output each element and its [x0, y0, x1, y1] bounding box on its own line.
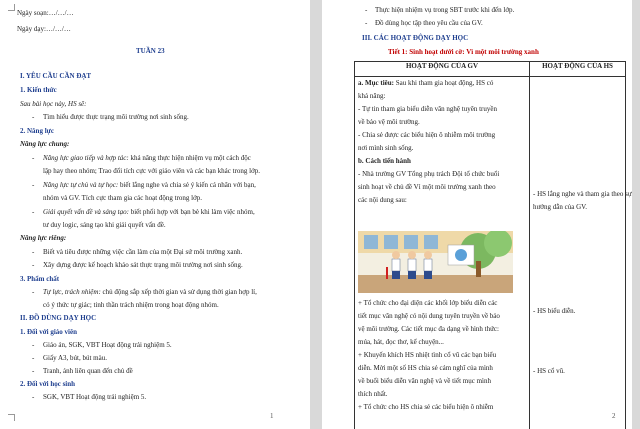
quality-item-continued: có ý thức tự giác; tinh thần trách nhiệm trong hoạt động nhóm. [43, 301, 219, 309]
objective-item: - Chia sẻ được các biểu hiện ô nhiễm môi trường [358, 131, 496, 139]
page-number: 1 [270, 412, 274, 420]
bullet-dash: - [32, 367, 35, 375]
competence-text: biết phối hợp với bạn bè khi làm việc nhóm, [128, 208, 255, 216]
competence-item-continued: tư duy logic, sáng tạo khi giải quyết vấn đề. [43, 221, 166, 229]
heading-teacher-materials: 1. Đối với giáo viên [20, 328, 77, 336]
competence-label: Năng lực giao tiếp và hợp tác: [43, 154, 129, 162]
competence-item-continued: lập hay theo nhóm; Trao đổi tích cực với giáo viên và các bạn khác trong lớp. [43, 167, 261, 175]
heading-qualities: 3. Phẩm chất [20, 275, 60, 283]
bullet-dash: - [32, 154, 35, 162]
procedure-line: múa, hát, đọc thơ, kể chuyện... [358, 338, 444, 346]
bullet-dash: - [32, 354, 35, 362]
procedure-line: các nội dung sau: [358, 196, 407, 204]
teacher-material-item: Tranh, ảnh liên quan đến chủ đề [43, 367, 133, 375]
quality-text: chủ động sắp xếp thời gian và sử dụng thời gian hợp lí, [100, 288, 257, 296]
heading-competence: 2. Năng lực [20, 127, 54, 135]
section-heading-materials: II. ĐỒ DÙNG DẠY HỌC [20, 314, 97, 322]
competence-item-communication [43, 154, 251, 162]
competence-label: Giải quyết vấn đề và sáng tạo: [43, 208, 129, 216]
page-number: 2 [612, 412, 616, 420]
bullet-dash: - [365, 6, 368, 14]
table-header-row [355, 62, 626, 77]
procedure-line: vệ môi trường. Các tiết mục đa dạng về hình thức: [358, 325, 499, 333]
objective-item-continued: nơi mình sinh sống. [358, 144, 414, 152]
knowledge-intro: Sau bài học này, HS sẽ: [20, 100, 87, 108]
competence-text: biết lắng nghe và chia sẻ ý kiến cá nhân với bạn, [118, 181, 256, 189]
objective-label: a. Mục tiêu: [358, 79, 394, 87]
student-material-item: SGK, VBT Hoạt động trải nghiệm 5. [43, 393, 147, 401]
competence-item-problem-solving [43, 208, 255, 216]
activities-table [354, 61, 632, 429]
student-activity-line: - HS cổ vũ. [533, 367, 565, 375]
teacher-activity-cell [355, 77, 530, 429]
section-heading-activities: III. CÁC HOẠT ĐỘNG DẠY HỌC [362, 34, 469, 42]
teacher-material-item: Giấy A3, bút, bút màu. [43, 354, 107, 362]
objective-item: - Tự tin tham gia biểu diễn văn nghệ tuyên truyền [358, 105, 497, 113]
student-activity-cell [530, 77, 632, 429]
knowledge-item: Tìm hiểu được thực trạng môi trường nơi sinh sống. [43, 113, 189, 121]
bullet-dash: - [365, 19, 368, 27]
procedure-line: + Tổ chức cho đại diện các khối lớp biểu diễn các [358, 299, 498, 307]
teacher-material-item: Giáo án, SGK, VBT Hoạt động trải nghiệm 5. [43, 341, 172, 349]
date-prepared: Ngày soạn:…/…/… [17, 9, 74, 17]
table-header-teacher: HOẠT ĐỘNG CỦA GV [355, 62, 530, 77]
document-page-1 [0, 0, 310, 429]
school-activity-illustration [358, 231, 513, 293]
lesson-title: Tiết 1: Sinh hoạt dưới cờ: Vì một môi trường xanh [388, 48, 539, 56]
bullet-dash: - [32, 288, 35, 296]
procedure-line: + Khuyến khích HS nhiệt tình cổ vũ các bạn biểu [358, 351, 497, 359]
procedure-line: + Tổ chức cho HS chia sẻ các biểu hiện ô nhiễm [358, 403, 494, 411]
procedure-line: tiết mục văn nghệ có nội dung tuyên truyền về bảo [358, 312, 500, 320]
objective-text: Sau khi tham gia hoạt động, HS có [393, 79, 494, 87]
student-activity-line: hướng dẫn của GV. [533, 203, 588, 211]
specific-competence-label: Năng lực riêng: [20, 234, 67, 242]
bullet-dash: - [32, 393, 35, 401]
bullet-dash: - [32, 341, 35, 349]
objective-line [358, 79, 493, 87]
date-taught: Ngày dạy:…/…/… [17, 25, 71, 33]
bullet-dash: - [32, 248, 35, 256]
bullet-dash: - [32, 208, 35, 216]
quality-label: Tự lực, trách nhiệm: [43, 288, 101, 296]
procedure-heading: b. Cách tiến hành [358, 157, 411, 165]
student-activity-line: - HS lắng nghe và tham gia theo sự [533, 190, 632, 198]
specific-competence-item: Xây dựng được kế hoạch khảo sát thực trạng môi trường nơi sinh sống. [43, 261, 243, 269]
quality-item [43, 288, 257, 296]
document-page-2 [322, 0, 632, 429]
student-prep-item: Đồ dùng học tập theo yêu cầu của GV. [375, 19, 483, 27]
table-header-student: HOẠT ĐỘNG CỦA HS [530, 62, 626, 77]
week-title: TUẦN 23 [136, 47, 165, 55]
objective-continued: khả năng: [358, 92, 386, 100]
student-prep-item: Thực hiện nhiệm vụ trong SBT trước khi đến lớp. [375, 6, 515, 14]
margin-corner-mark [8, 4, 15, 11]
heading-knowledge: 1. Kiến thức [20, 86, 57, 94]
competence-item-continued: nhóm và GV. Tích cực tham gia các hoạt động trong lớp. [43, 194, 203, 202]
procedure-line: - Nhà trường GV Tổng phụ trách Đội tổ chức buổi [358, 170, 500, 178]
student-activity-line: - HS biểu diễn. [533, 307, 576, 315]
illustration-svg [358, 231, 513, 293]
table-row [355, 77, 626, 429]
general-competence-label: Năng lực chung: [20, 140, 70, 148]
section-heading-requirements: I. YÊU CẦU CẦN ĐẠT [20, 72, 92, 80]
specific-competence-item: Biết và tiêu được những việc cần làm của một Đại sứ môi trường xanh. [43, 248, 243, 256]
competence-text: khả năng thực hiện nhiệm vụ một cách độc [128, 154, 251, 162]
procedure-line: sinh hoạt về chủ đề Vì một môi trường xanh theo [358, 183, 496, 191]
bullet-dash: - [32, 181, 35, 189]
bullet-dash: - [32, 261, 35, 269]
bullet-dash: - [32, 113, 35, 121]
competence-item-self-study [43, 181, 256, 189]
procedure-line: diễn. Mời một số HS chia sẻ cảm nghĩ của mình [358, 364, 493, 372]
procedure-line: thích nhất. [358, 390, 388, 398]
heading-student-materials: 2. Đối với học sinh [20, 380, 76, 388]
objective-item-continued: về bảo vệ môi trường. [358, 118, 420, 126]
margin-corner-mark [8, 414, 15, 421]
competence-label: Năng lực tự chủ và tự học: [43, 181, 119, 189]
procedure-line: về buổi biểu diễn văn nghệ và về tiết mục mình [358, 377, 491, 385]
